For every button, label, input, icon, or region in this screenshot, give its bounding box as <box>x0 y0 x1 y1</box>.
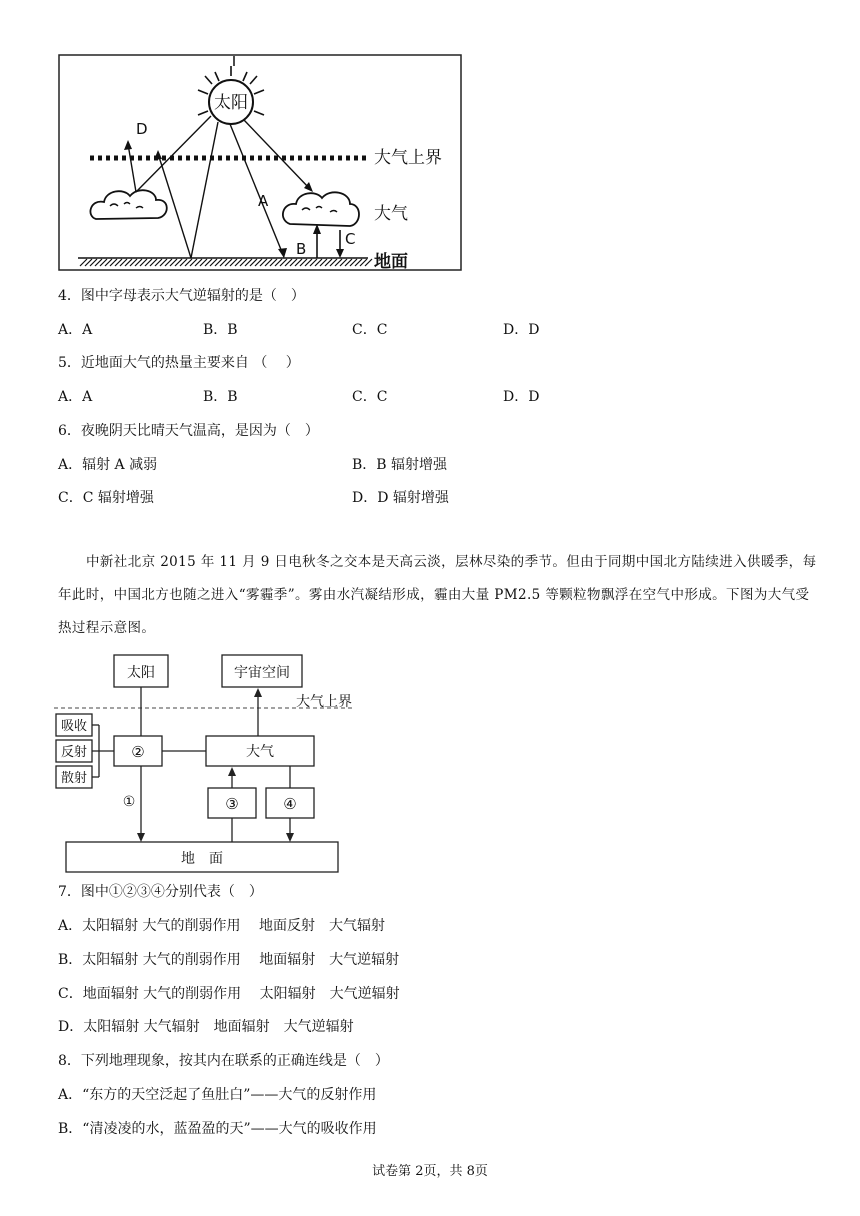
option-c: C．C <box>352 322 388 338</box>
option-a: A．太阳辐射 大气的削弱作用 地面反射 大气辐射 <box>58 918 386 934</box>
atmosphere-label: 大气 <box>246 744 274 760</box>
question-stem: 4．图中字母表示大气逆辐射的是（ ） <box>58 288 305 304</box>
option-b: B．B 辐射增强 <box>352 457 448 473</box>
upper-boundary-label: 大气上界 <box>296 694 352 710</box>
marker-1: ① <box>122 794 136 810</box>
ground-label: 地面 <box>374 252 408 272</box>
option-a: A．A <box>58 322 93 338</box>
label-c: C <box>345 230 356 248</box>
option-d: D．D <box>503 322 540 338</box>
option-b: B．“清凌凌的水，蓝盈盈的天”——大气的吸收作用 <box>58 1121 377 1137</box>
option-c: C．C <box>352 389 388 405</box>
marker-4: ④ <box>283 795 297 813</box>
label-a: A <box>258 192 269 210</box>
label-b: B <box>296 240 307 258</box>
scatter-label: 散射 <box>60 771 88 786</box>
question-stem: 5．近地面大气的热量主要来自 （ ） <box>58 355 300 371</box>
question-stem: 7．图中①②③④分别代表（ ） <box>58 884 263 900</box>
option-b: B．太阳辐射 大气的削弱作用 地面辐射 大气逆辐射 <box>58 952 400 968</box>
passage-text: 中新社北京 2015 年 11 月 9 日电秋冬之交本是天高云淡，层林尽染的季节。但由于同期中国北方陆续进入供暖季，每年此时，中国北方也随之进入“雾霾季”。雾由水汽凝结形成，霾由大量 PM2.5 等颗粒物飘浮在空气中形成。下图为大气受热过程示意图。 <box>58 554 817 636</box>
label-d: D <box>136 120 148 138</box>
atmosphere-radiation-diagram <box>58 54 464 274</box>
option-d: D．D 辐射增强 <box>352 490 449 506</box>
option-d: D．D <box>503 389 540 405</box>
passage <box>58 546 818 645</box>
page-footer: 试卷第 2页，共 8页 <box>372 1164 488 1179</box>
sun-label: 太阳 <box>214 93 248 113</box>
reflect-label: 反射 <box>60 745 88 760</box>
option-a: A．A <box>58 389 93 405</box>
marker-3: ③ <box>225 795 239 813</box>
option-c: C．地面辐射 大气的削弱作用 太阳辐射 大气逆辐射 <box>58 986 400 1002</box>
question-stem: 6．夜晚阴天比晴天气温高，是因为（ ） <box>58 423 319 439</box>
heating-process-diagram <box>54 652 354 874</box>
option-d: D．太阳辐射 大气辐射 地面辐射 大气逆辐射 <box>58 1019 354 1035</box>
option-b: B．B <box>203 322 238 338</box>
option-a: A．辐射 A 减弱 <box>58 457 158 473</box>
sun-label: 太阳 <box>127 665 155 681</box>
space-label: 宇宙空间 <box>234 665 290 681</box>
atmosphere-label: 大气 <box>374 204 408 224</box>
option-b: B．B <box>203 389 238 405</box>
upper-boundary-label: 大气上界 <box>374 148 442 168</box>
marker-2: ② <box>131 743 145 761</box>
option-a: A．“东方的天空泛起了鱼肚白”——大气的反射作用 <box>58 1087 377 1103</box>
option-c: C．C 辐射增强 <box>58 490 154 506</box>
ground-label: 地 面 <box>181 851 223 867</box>
absorb-label: 吸收 <box>60 719 88 734</box>
question-stem: 8．下列地理现象，按其内在联系的正确连线是（ ） <box>58 1053 389 1069</box>
